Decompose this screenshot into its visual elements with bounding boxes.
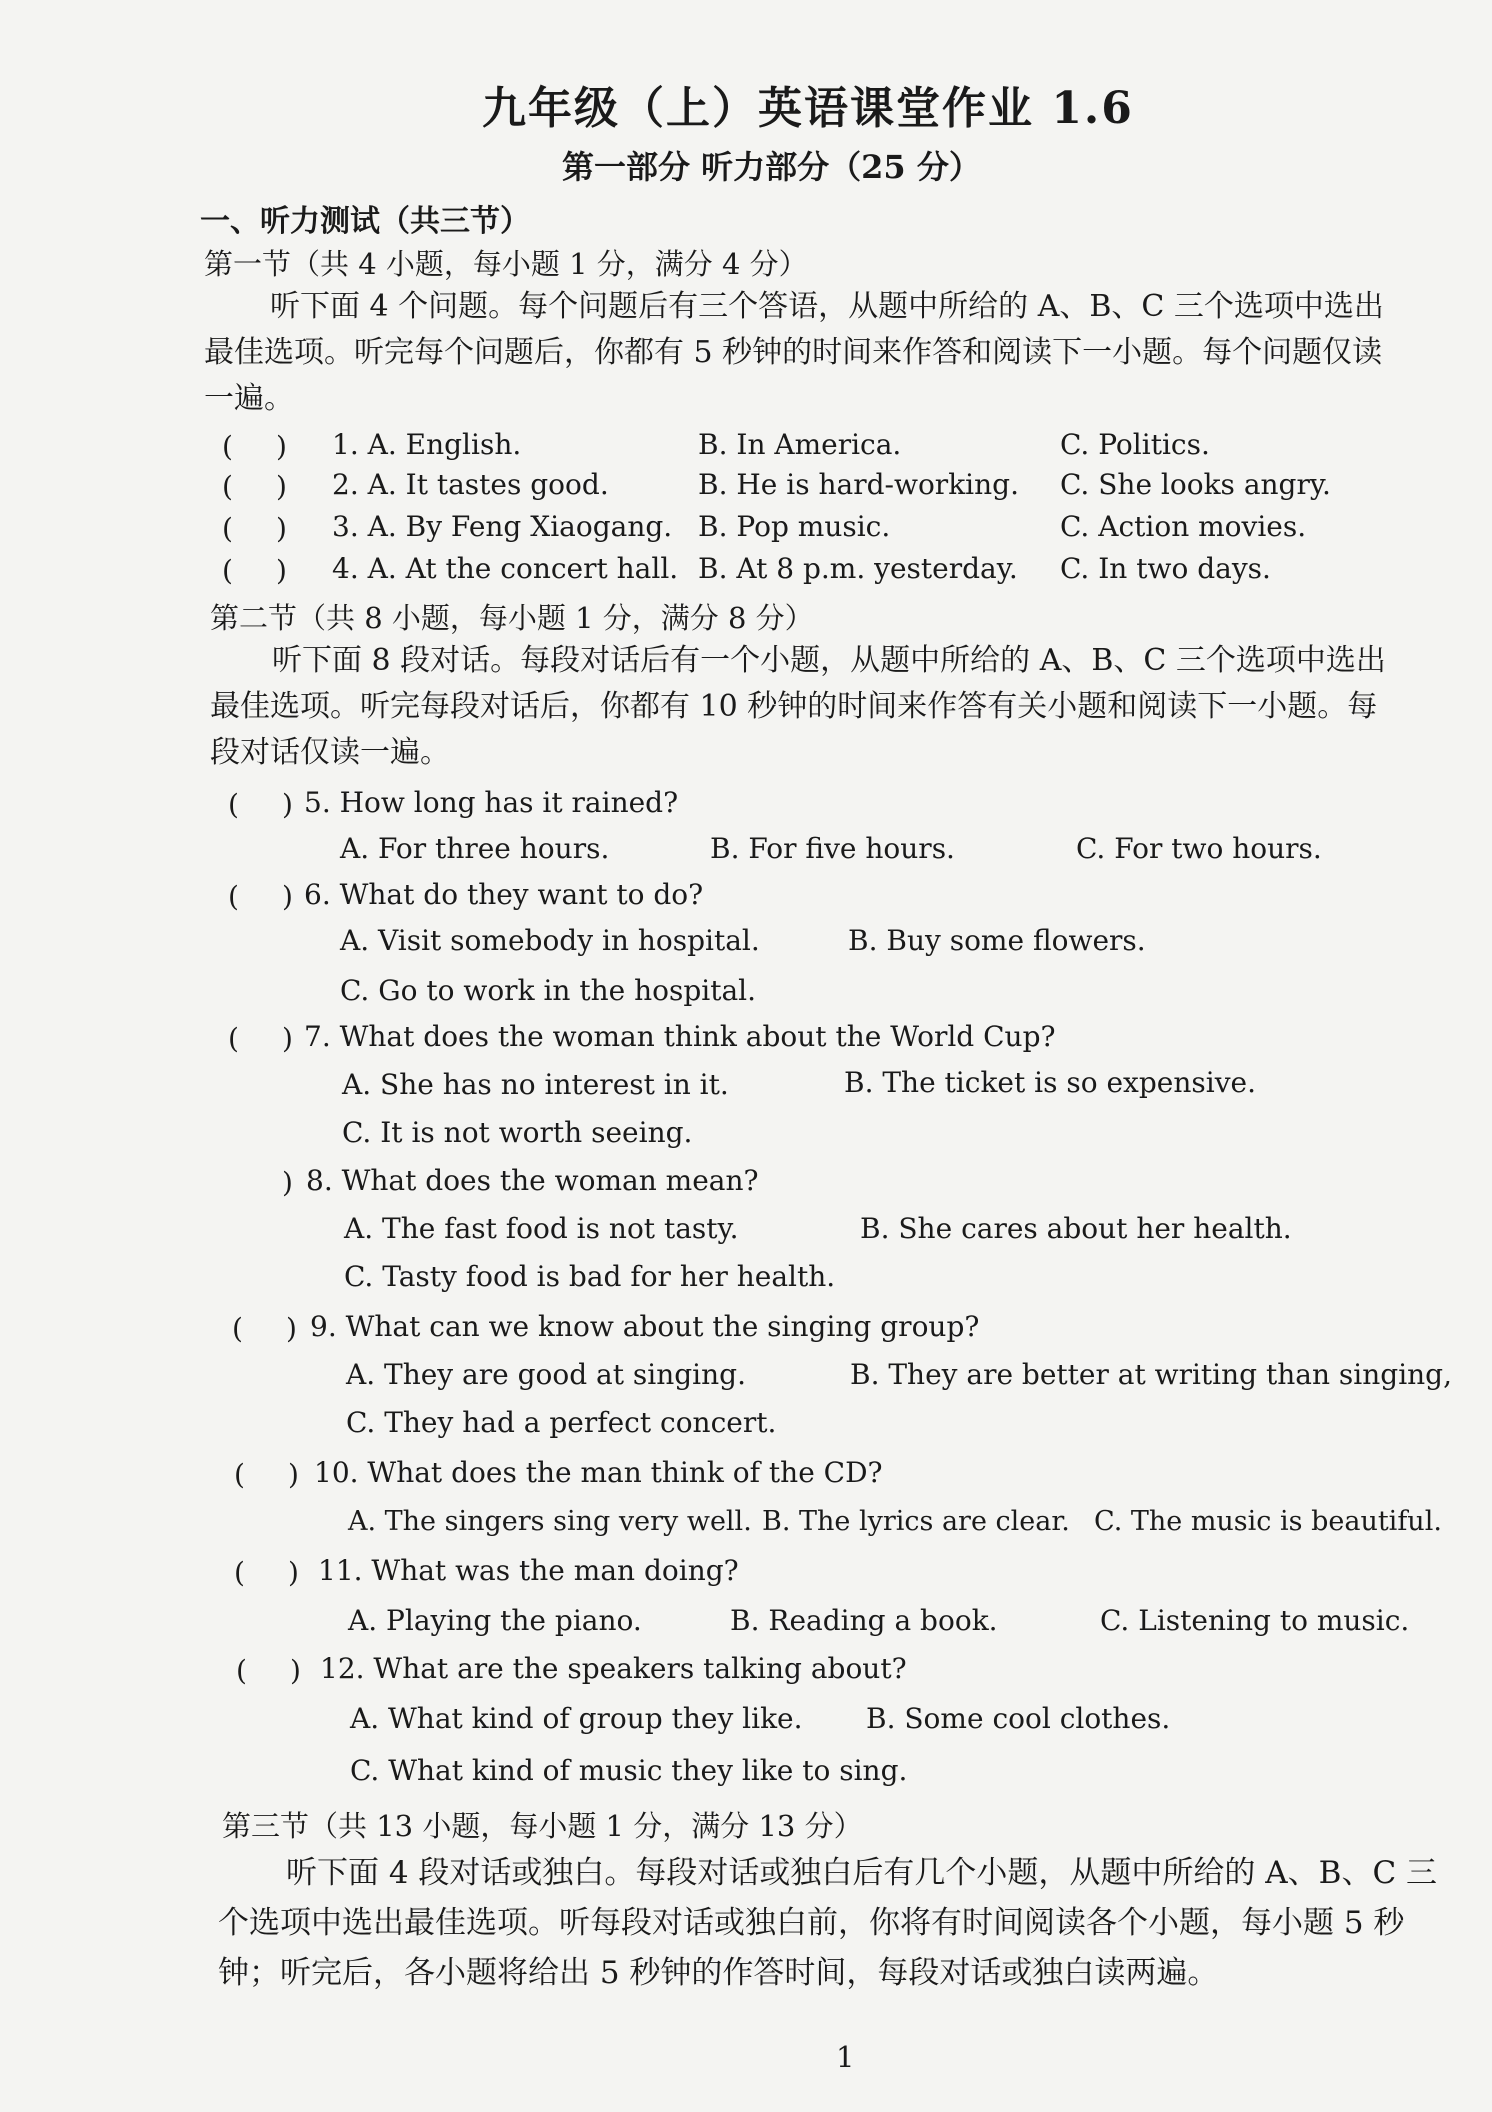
option-a: A. She has no interest in it.: [342, 1068, 729, 1101]
answer-bracket-open: (: [222, 470, 233, 503]
question-stem: 5. How long has it rained?: [304, 786, 679, 819]
answer-bracket-open: (: [222, 512, 233, 545]
option-c: C. What kind of music they like to sing.: [350, 1754, 908, 1787]
section1-heading: 第一节（共 4 小题，每小题 1 分，满分 4 分）: [204, 247, 808, 281]
answer-bracket-close: ): [288, 1458, 299, 1491]
option-c: C. Action movies.: [1060, 510, 1307, 543]
option-c: C. They had a perfect concert.: [346, 1406, 777, 1439]
option-b: B. Reading a book.: [730, 1604, 998, 1637]
answer-bracket-close: ): [290, 1654, 301, 1687]
option-c: C. Go to work in the hospital.: [340, 974, 757, 1007]
option-a: A. They are good at singing.: [346, 1358, 746, 1391]
section2-heading: 第二节（共 8 小题，每小题 1 分，满分 8 分）: [210, 601, 814, 635]
part-title: 第一部分 听力部分（25 分）: [562, 148, 981, 186]
option-b: B. The lyrics are clear.: [762, 1506, 1070, 1537]
page-number: 1: [836, 2040, 855, 2074]
answer-bracket-open: (: [228, 880, 239, 913]
option-b: B. Pop music.: [698, 510, 891, 543]
answer-bracket-close: ): [276, 430, 287, 463]
option-c: C. Tasty food is bad for her health.: [344, 1260, 836, 1293]
option-a: 1. A. English.: [332, 428, 522, 461]
option-b: B. They are better at writing than singing,: [850, 1358, 1452, 1391]
option-b: B. She cares about her health.: [860, 1212, 1292, 1245]
answer-bracket-close: ): [276, 512, 287, 545]
option-a: A. The fast food is not tasty.: [344, 1212, 739, 1245]
answer-bracket-open: (: [228, 788, 239, 821]
option-a: A. Playing the piano.: [348, 1604, 642, 1637]
option-b: B. He is hard-working.: [698, 468, 1019, 501]
option-b: B. In America.: [698, 428, 902, 461]
option-b: B. The ticket is so expensive.: [844, 1066, 1256, 1099]
answer-bracket-open: (: [236, 1654, 247, 1687]
option-a: 4. A. At the concert hall.: [332, 552, 679, 585]
question-stem: 7. What does the woman think about the World Cup?: [304, 1020, 1056, 1053]
option-b: B. At 8 p.m. yesterday.: [698, 552, 1018, 585]
option-c: C. For two hours.: [1076, 832, 1322, 865]
option-c: C. Politics.: [1060, 428, 1210, 461]
option-b: B. Some cool clothes.: [866, 1702, 1171, 1735]
option-b: B. For five hours.: [710, 832, 955, 865]
section-heading: 一、听力测试（共三节）: [200, 204, 530, 239]
option-c: C. She looks angry.: [1060, 468, 1331, 501]
answer-bracket-close: ): [282, 1022, 293, 1055]
option-a: 2. A. It tastes good.: [332, 468, 609, 501]
question-stem: 12. What are the speakers talking about?: [320, 1652, 907, 1685]
question-stem: 10. What does the man think of the CD?: [314, 1456, 883, 1489]
answer-bracket-open: (: [222, 554, 233, 587]
page-title: 九年级（上）英语课堂作业 1.6: [482, 83, 1134, 134]
option-c: C. Listening to music.: [1100, 1604, 1410, 1637]
option-a: A. The singers sing very well.: [348, 1506, 752, 1537]
option-a: 3. A. By Feng Xiaogang.: [332, 510, 673, 543]
section2-instructions: 听下面 8 段对话。每段对话后有一个小题，从题中所给的 A、B、C 三个选项中选出最佳选项。听完每段对话后，你都有 10 秒钟的时间来作答有关小题和阅读下一小题。每段对话仅读一遍。: [210, 643, 1386, 770]
answer-bracket-open: (: [228, 1022, 239, 1055]
answer-bracket-close: ): [276, 554, 287, 587]
question-stem: 11. What was the man doing?: [318, 1554, 739, 1587]
answer-bracket-close: ): [282, 880, 293, 913]
question-stem: 8. What does the woman mean?: [306, 1164, 759, 1197]
answer-bracket-open: (: [222, 430, 233, 463]
option-a: A. Visit somebody in hospital.: [340, 924, 760, 957]
option-a: A. For three hours.: [340, 832, 610, 865]
answer-bracket-close: ): [276, 470, 287, 503]
answer-bracket-close: ): [282, 1166, 293, 1199]
answer-bracket-open: (: [232, 1312, 243, 1345]
answer-bracket-open: (: [234, 1556, 245, 1589]
section3-heading: 第三节（共 13 小题，每小题 1 分，满分 13 分）: [222, 1809, 863, 1843]
question-stem: 6. What do they want to do?: [304, 878, 704, 911]
answer-bracket-close: ): [286, 1312, 297, 1345]
answer-bracket-close: ): [288, 1556, 299, 1589]
section1-instructions: 听下面 4 个问题。每个问题后有三个答语，从题中所给的 A、B、C 三个选项中选出最佳选项。听完每个问题后，你都有 5 秒钟的时间来作答和阅读下一小题。每个问题仅读一遍。: [204, 289, 1384, 416]
option-c: C. It is not worth seeing.: [342, 1116, 693, 1149]
option-c: C. The music is beautiful.: [1094, 1506, 1442, 1537]
question-stem: 9. What can we know about the singing group?: [310, 1310, 980, 1343]
option-a: A. What kind of group they like.: [350, 1702, 803, 1735]
option-b: B. Buy some flowers.: [848, 924, 1146, 957]
option-c: C. In two days.: [1060, 552, 1271, 585]
answer-bracket-open: (: [234, 1458, 245, 1491]
section3-instructions: 听下面 4 段对话或独白。每段对话或独白后有几个小题，从题中所给的 A、B、C 三个选项中选出最佳选项。听每段对话或独白前，你将有时间阅读各个小题，每小题 5 秒钟；听完后，各小题将给出 5 秒钟的作答时间，每段对话或独白读两遍。: [218, 1855, 1438, 1991]
answer-bracket-close: ): [282, 788, 293, 821]
